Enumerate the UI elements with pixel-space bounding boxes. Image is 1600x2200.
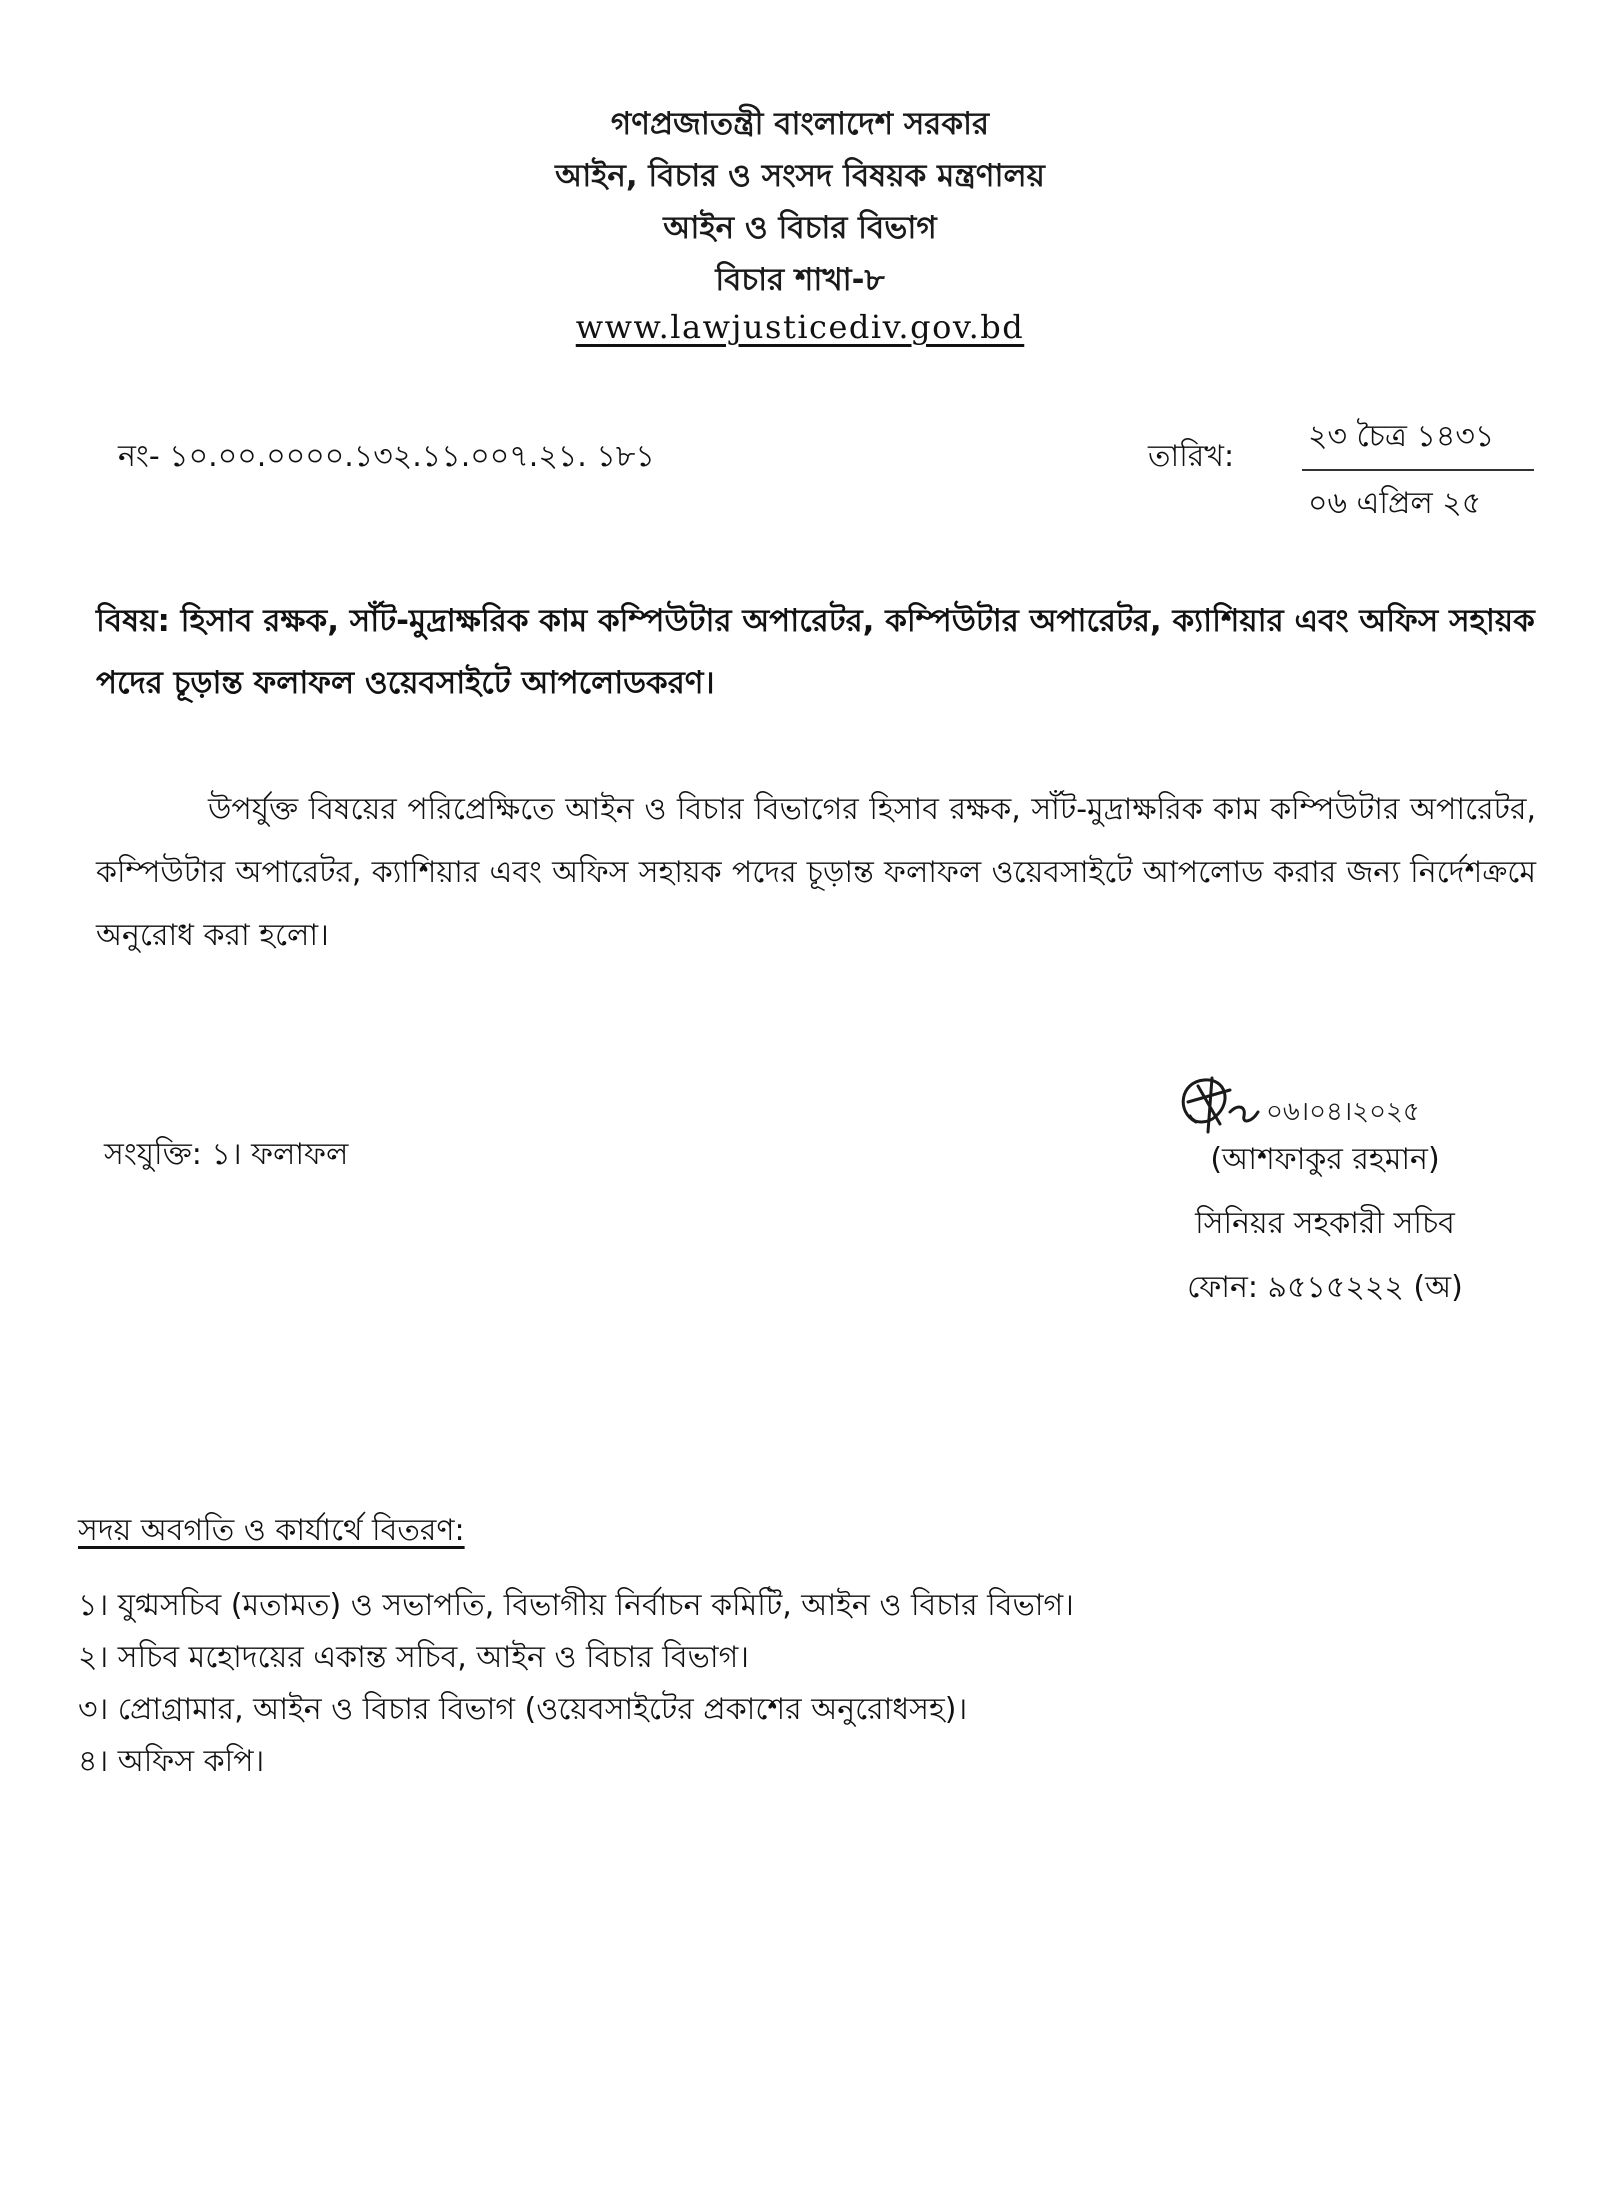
list-item: ২। সচিব মহোদয়ের একান্ত সচিব, আইন ও বিচার বিভাগ।: [78, 1640, 749, 1675]
subject-line: বিষয়: হিসাব রক্ষক, সাঁট-মুদ্রাক্ষরিক কাম কম্পিউটার অপারেটর, কম্পিউটার অপারেটর, ক্যাশিয়ার এবং অফিস সহায়ক পদের চূড়ান্ত ফলাফল ওয়েবসাইটে আপলোডকরণ।: [96, 603, 1535, 701]
list-item: ৪। অফিস কপি।: [78, 1744, 265, 1779]
signature-block: [1110, 1128, 1540, 1320]
signatory-designation: সিনিয়র সহকারী সচিব: [1195, 1206, 1455, 1241]
website-link[interactable]: www.lawjusticediv.gov.bd: [575, 308, 1025, 346]
distribution-title: সদয় অবগতি ও কার্যার্থে বিতরণ:: [78, 1513, 465, 1548]
list-item: ৩। প্রোগ্রামার, আইন ও বিচার বিভাগ (ওয়েবসাইটের প্রকাশের অনুরোধসহ)।: [78, 1692, 968, 1727]
attachment-line: সংযুক্তি: ১। ফলাফল: [104, 1137, 349, 1172]
letterhead: [0, 98, 1600, 346]
reference-number: নং- ১০.০০.০০০০.১৩২.১১.০০৭.২১. ১৮১: [118, 439, 655, 474]
division-name: আইন ও বিচার বিভাগ: [663, 210, 937, 246]
ministry-name: আইন, বিচার ও সংসদ বিষয়ক মন্ত্রণালয়: [555, 158, 1045, 194]
date-block: [1302, 412, 1534, 530]
date-english: ০৬ এপ্রিল ২৫: [1308, 486, 1482, 521]
list-item: ১। যুগ্মসচিব (মতামত) ও সভাপতি, বিভাগীয় নির্বাচন কমিটি, আইন ও বিচার বিভাগ।: [78, 1588, 1074, 1623]
branch-name: বিচার শাখা-৮: [715, 262, 885, 298]
signature-date: ০৬।০৪।২০২৫: [1266, 1097, 1420, 1127]
distribution-list: [78, 1580, 1074, 1788]
signatory-phone: ফোন: ৯৫১৫২২২ (অ): [1187, 1270, 1463, 1305]
body-paragraph: উপর্যুক্ত বিষয়ের পরিপ্রেক্ষিতে আইন ও বিচার বিভাগের হিসাব রক্ষক, সাঁট-মুদ্রাক্ষরিক কাম কম্পিউটার অপারেটর, কম্পিউটার অপারেটর, ক্যাশিয়ার এবং অফিস সহায়ক পদের চূড়ান্ত ফলাফল ওয়েবসাইটে আপলোড করার জন্য নির্দেশক্রমে অনুরোধ করা হলো।: [96, 792, 1536, 953]
date-label: তারিখ:: [1148, 439, 1235, 474]
date-bangla: ২৩ চৈত্র ১৪৩১: [1302, 412, 1534, 471]
signatory-name: (আশফাকুর রহমান): [1210, 1142, 1440, 1177]
government-name: গণপ্রজাতন্ত্রী বাংলাদেশ সরকার: [610, 106, 990, 142]
